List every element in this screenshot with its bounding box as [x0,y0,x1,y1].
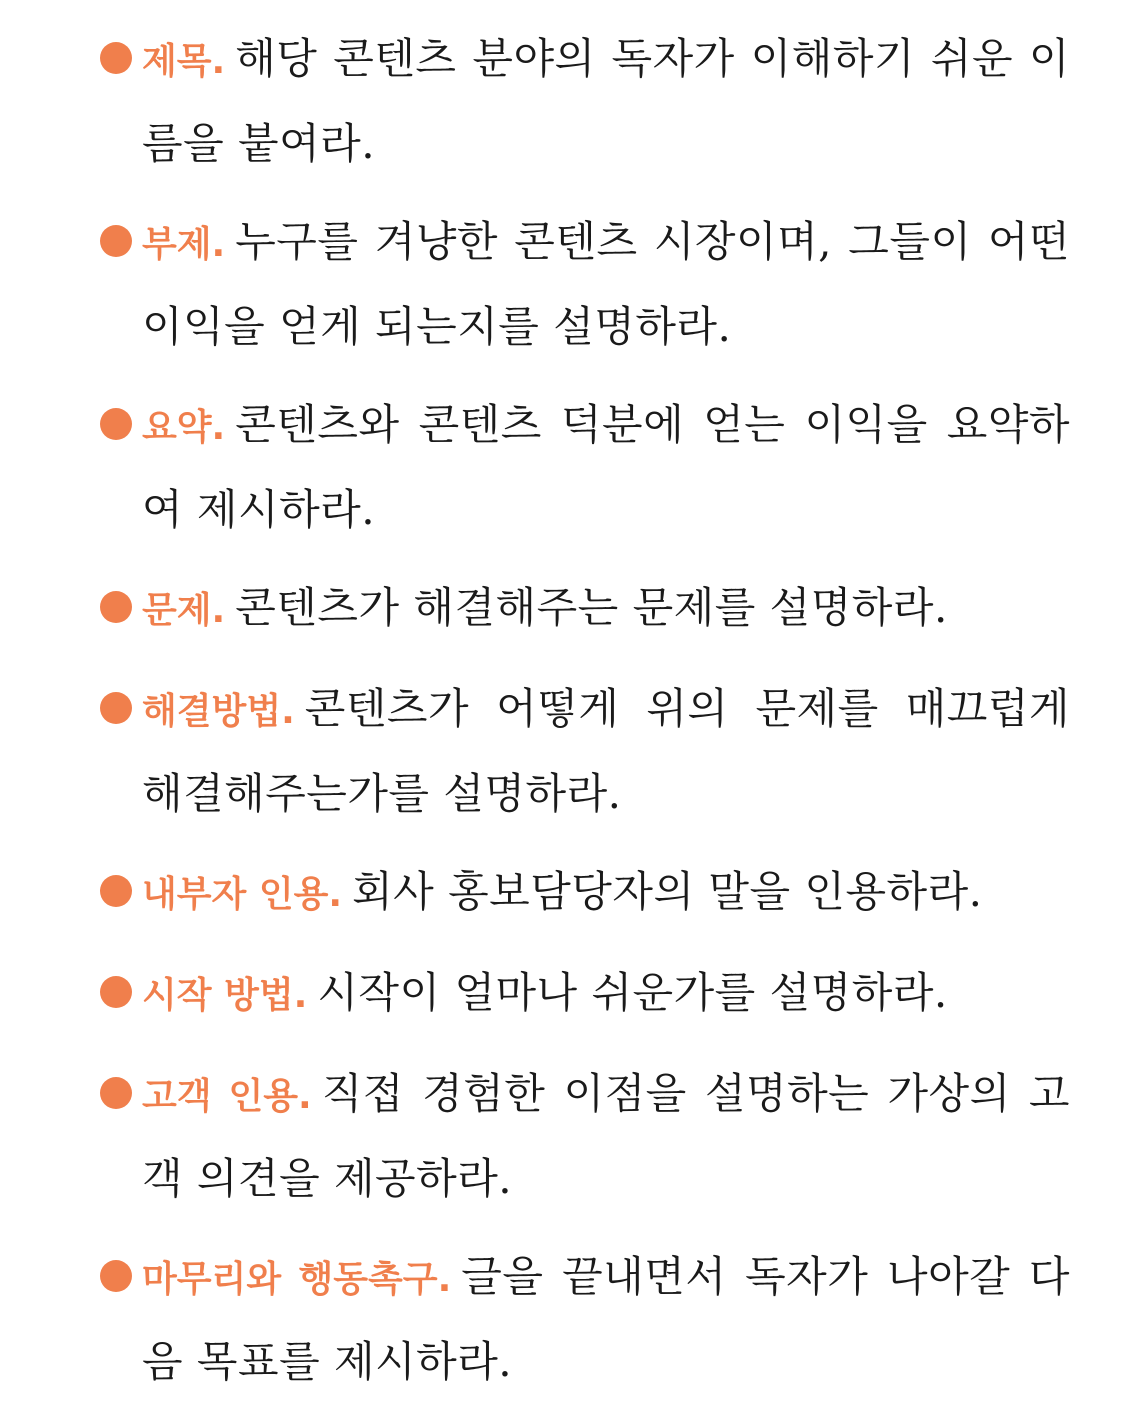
bullet-dot-icon [100,875,132,907]
item-text: 시작이 얼마나 쉬운가를 설명하라. [317,968,948,1017]
item-text: 콘텐츠가 어떻게 위의 문제를 매끄럽게 해결해주는가를 설명하라. [142,684,1070,818]
item-text: 글을 끝내면서 독자가 나아갈 다음 목표를 제시하라. [142,1252,1070,1386]
item-text: 콘텐츠가 해결해주는 문제를 설명하라. [235,583,948,632]
item-term: 고객 인용. [142,1076,312,1117]
item-term: 요약. [142,407,226,448]
item-text: 직접 경험한 이점을 설명하는 가상의 고객 의견을 제공하라. [142,1069,1070,1203]
list-item [100,1053,1070,1220]
item-term: 해결방법. [142,691,295,732]
bullet-dot-icon [100,1077,132,1109]
bullet-dot-icon [100,408,132,440]
bullet-list [100,18,1070,1419]
bullet-dot-icon [100,42,132,74]
list-item [100,668,1070,835]
list-item [100,384,1070,551]
item-text: 해당 콘텐츠 분야의 독자가 이해하기 쉬운 이름을 붙여라. [142,34,1070,168]
item-term: 부제. [142,224,226,265]
list-item [100,1236,1070,1403]
list-item [100,952,1070,1037]
bullet-dot-icon [100,591,132,623]
item-term: 내부자 인용. [142,874,343,915]
item-term: 시작 방법. [142,975,308,1016]
bullet-dot-icon [100,976,132,1008]
item-text: 콘텐츠와 콘텐츠 덕분에 얻는 이익을 요약하여 제시하라. [142,400,1070,534]
bullet-dot-icon [100,692,132,724]
list-item [100,201,1070,368]
item-term: 마무리와 행동촉구. [142,1259,452,1300]
item-text: 회사 홍보담당자의 말을 인용하라. [352,867,983,916]
bullet-dot-icon [100,225,132,257]
item-term: 제목. [142,41,226,82]
item-term: 문제. [142,590,226,631]
item-text: 누구를 겨냥한 콘텐츠 시장이며, 그들이 어떤 이익을 얻게 되는지를 설명하라. [142,217,1070,351]
list-item [100,18,1070,185]
bullet-dot-icon [100,1260,132,1292]
list-item [100,567,1070,652]
list-item [100,851,1070,936]
